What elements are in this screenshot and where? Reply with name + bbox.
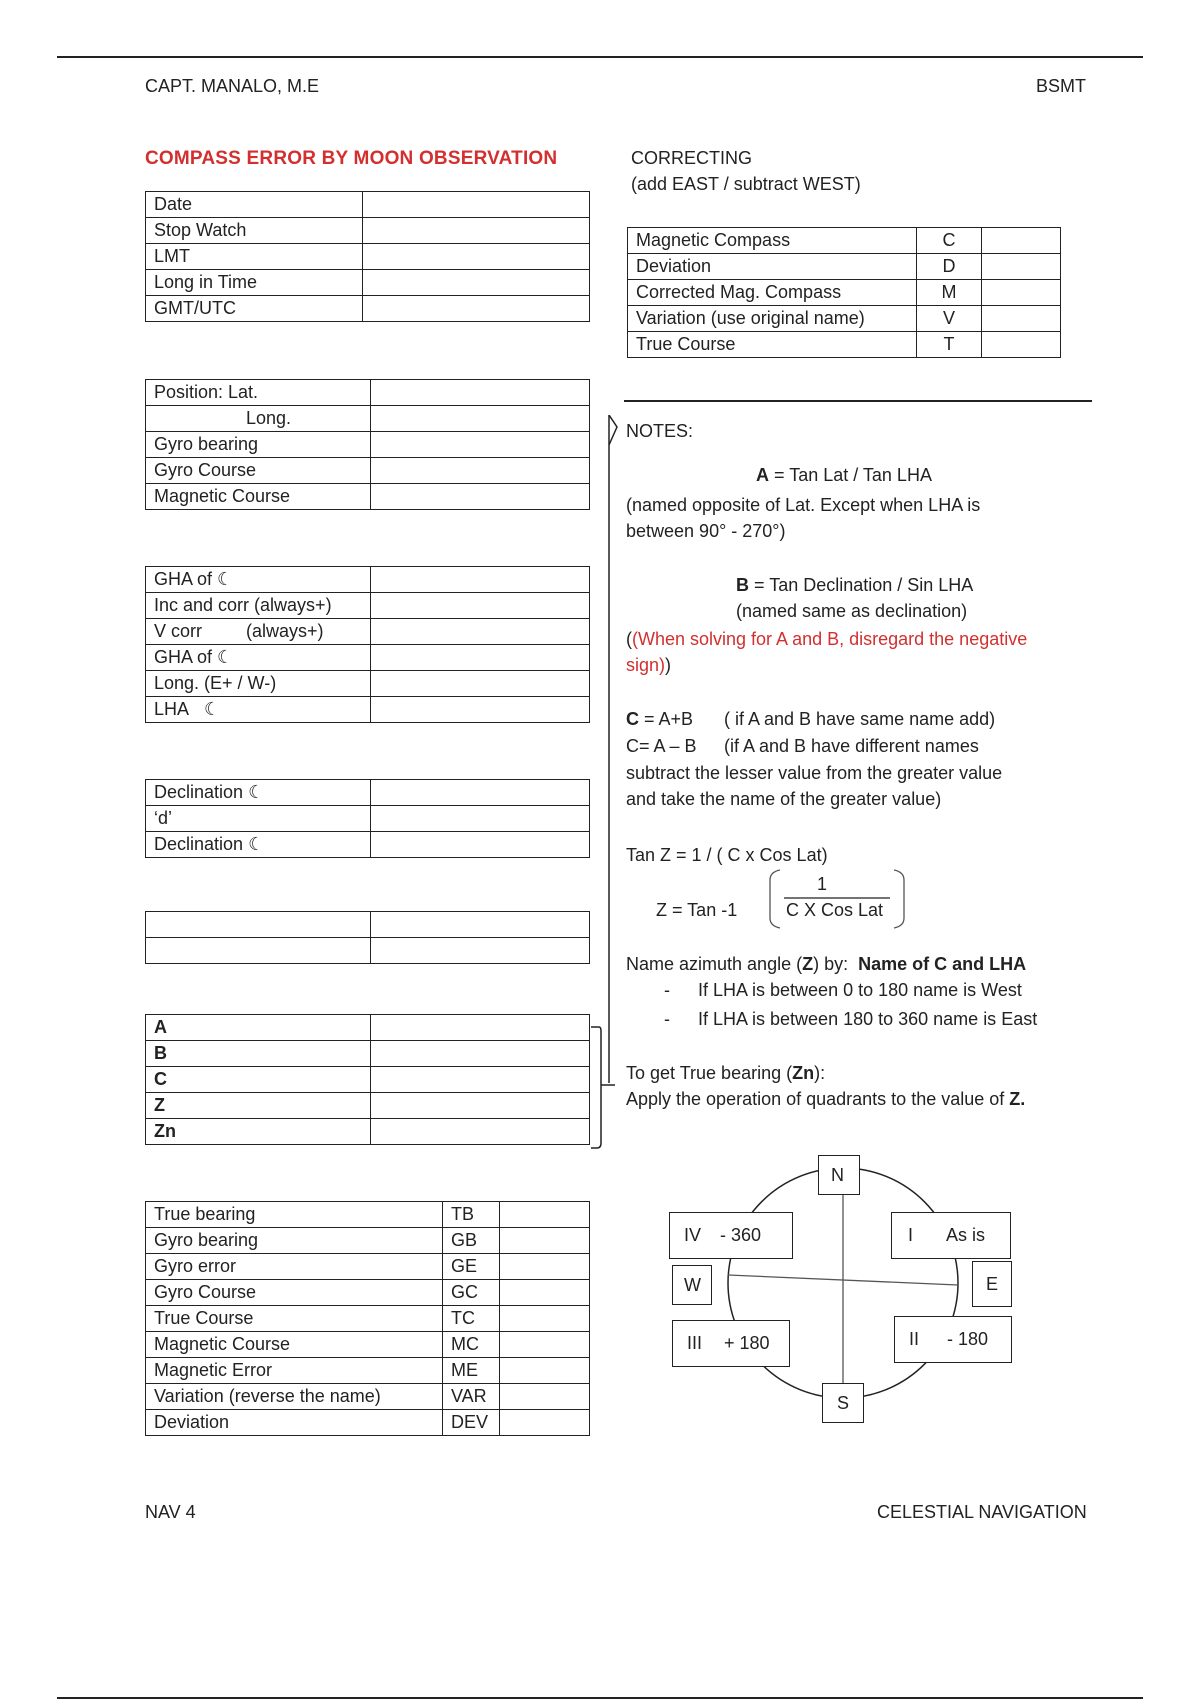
name-azimuth-rule: Name azimuth angle (Z) by: Name of C and LHA	[626, 954, 1027, 974]
page-title: COMPASS ERROR BY MOON OBSERVATION	[145, 148, 558, 169]
table-row	[146, 270, 590, 296]
header-author: CAPT. MANALO, M.E	[145, 76, 320, 96]
table-row	[146, 1280, 590, 1306]
row-label: Magnetic Course	[146, 1332, 443, 1358]
entry-field[interactable]	[146, 912, 371, 938]
row-code: MC	[443, 1332, 500, 1358]
row-label: Magnetic Compass	[628, 228, 917, 254]
top-rule	[57, 56, 1143, 58]
formula-c2-note: (if A and B have different names	[724, 736, 979, 756]
row-label: Magnetic Course	[146, 484, 371, 510]
row-label: True Course	[628, 332, 917, 358]
always-plus-note: (always+)	[246, 621, 324, 641]
z-equation: Z = Tan -1	[656, 900, 738, 920]
fraction-denominator: C X Cos Lat	[786, 900, 884, 920]
formula-a-note-2: between 90° - 270°)	[626, 521, 786, 541]
table-row	[146, 567, 590, 593]
entry-field[interactable]	[500, 1228, 590, 1254]
quadrant-iii: III + 180	[672, 1320, 790, 1367]
table-row	[146, 619, 590, 645]
table-row	[146, 938, 590, 964]
table-row	[146, 1067, 590, 1093]
moon-icon: ☾	[248, 834, 265, 854]
entry-field[interactable]	[982, 332, 1061, 358]
notes-separator	[624, 400, 1092, 402]
entry-field[interactable]	[371, 432, 590, 458]
row-label	[146, 406, 371, 432]
table-row	[146, 1093, 590, 1119]
row-label: True Course	[146, 1306, 443, 1332]
time-table	[145, 191, 590, 322]
row-label: Position: Lat.	[146, 380, 371, 406]
bullet-dash: -	[664, 1009, 670, 1029]
row-label: Gyro bearing	[146, 432, 371, 458]
row-label: Stop Watch	[146, 218, 363, 244]
quadrant-rule: Apply the operation of quadrants to the value of Z.	[626, 1089, 1026, 1109]
table-row	[628, 332, 1061, 358]
entry-field[interactable]	[371, 458, 590, 484]
table-row	[146, 1202, 590, 1228]
north-label: N	[818, 1155, 860, 1195]
bracket-connector	[585, 415, 625, 1155]
footer-course: NAV 4	[145, 1502, 196, 1522]
table-row	[146, 484, 590, 510]
blank-table	[145, 911, 590, 964]
entry-field[interactable]	[371, 1015, 590, 1041]
formula-a: A = Tan Lat / Tan LHA	[756, 465, 932, 485]
row-label: Long. (E+ / W-)	[146, 671, 371, 697]
row-label: Date	[146, 192, 363, 218]
row-label: Variation (use original name)	[628, 306, 917, 332]
table-row	[146, 1015, 590, 1041]
table-row	[146, 671, 590, 697]
table-row	[146, 912, 590, 938]
table-row	[146, 1306, 590, 1332]
row-label: Inc and corr (always+)	[146, 593, 371, 619]
table-row	[146, 593, 590, 619]
correcting-table	[627, 227, 1061, 358]
entry-field[interactable]	[982, 254, 1061, 280]
table-row	[146, 1228, 590, 1254]
formula-c1: C = A+B	[626, 709, 694, 729]
row-label: Gyro error	[146, 1254, 443, 1280]
table-row	[146, 244, 590, 270]
table-row	[146, 1384, 590, 1410]
correcting-title: CORRECTING	[631, 148, 752, 168]
table-row	[146, 1410, 590, 1436]
row-code: TC	[443, 1306, 500, 1332]
row-label: Declination ☾	[146, 780, 371, 806]
formula-a-note-1: (named opposite of Lat. Except when LHA is	[626, 495, 981, 515]
entry-field[interactable]	[371, 593, 590, 619]
formula-c-note-2: subtract the lesser value from the greater value	[626, 763, 1003, 783]
table-row	[628, 306, 1061, 332]
table-row	[628, 254, 1061, 280]
table-row	[146, 192, 590, 218]
declination-table	[145, 779, 590, 858]
table-row	[146, 645, 590, 671]
negative-sign-note-2: sign))	[626, 655, 672, 675]
row-label: Z	[146, 1093, 371, 1119]
row-label: LHA ☾	[146, 697, 371, 723]
entry-field[interactable]	[371, 619, 590, 645]
row-label: Deviation	[146, 1410, 443, 1436]
row-label: Gyro bearing	[146, 1228, 443, 1254]
west-label: W	[672, 1265, 712, 1305]
entry-field[interactable]	[500, 1202, 590, 1228]
row-label: Long in Time	[146, 270, 363, 296]
row-label: Gyro Course	[146, 1280, 443, 1306]
table-row	[146, 832, 590, 858]
entry-field[interactable]	[982, 280, 1061, 306]
east-label: E	[972, 1261, 1012, 1307]
tan-z-formula: Tan Z = 1 / ( C x Cos Lat)	[626, 845, 828, 865]
formula-c1-note: ( if A and B have same name add)	[724, 709, 996, 729]
row-code: V	[917, 306, 982, 332]
quadrant-i: I As is	[891, 1212, 1011, 1259]
table-row	[146, 1332, 590, 1358]
row-label: Declination ☾	[146, 832, 371, 858]
table-row	[146, 380, 590, 406]
moon-icon: ☾	[217, 569, 234, 589]
row-code: GB	[443, 1228, 500, 1254]
table-row	[146, 406, 590, 432]
quadrant-ii: II - 180	[894, 1316, 1012, 1363]
row-label: Corrected Mag. Compass	[628, 280, 917, 306]
abc-table	[145, 1014, 590, 1145]
row-code: M	[917, 280, 982, 306]
row-label	[146, 619, 371, 645]
formula-b: B = Tan Declination / Sin LHA	[736, 575, 974, 595]
row-label: ‘d’	[146, 806, 371, 832]
entry-field[interactable]	[982, 228, 1061, 254]
entry-field[interactable]	[371, 1093, 590, 1119]
v-corr-label: V corr	[154, 621, 203, 641]
row-code: GE	[443, 1254, 500, 1280]
entry-field[interactable]	[500, 1384, 590, 1410]
entry-field[interactable]	[363, 218, 590, 244]
entry-field[interactable]	[363, 244, 590, 270]
entry-field[interactable]	[371, 806, 590, 832]
table-row	[628, 280, 1061, 306]
entry-field[interactable]	[371, 938, 590, 964]
footer-subject: CELESTIAL NAVIGATION	[877, 1502, 1087, 1522]
bullet-west: If LHA is between 0 to 180 name is West	[698, 980, 1022, 1000]
bullet-dash: -	[664, 980, 670, 1000]
table-row	[146, 458, 590, 484]
entry-field[interactable]	[371, 832, 590, 858]
row-label: Gyro Course	[146, 458, 371, 484]
correcting-subtitle: (add EAST / subtract WEST)	[631, 174, 861, 194]
entry-field[interactable]	[371, 645, 590, 671]
errors-table	[145, 1201, 590, 1436]
table-row	[146, 1254, 590, 1280]
entry-field[interactable]	[500, 1280, 590, 1306]
formula-b-note: (named same as declination)	[736, 601, 968, 621]
entry-field[interactable]	[371, 912, 590, 938]
row-label: C	[146, 1067, 371, 1093]
row-label: B	[146, 1041, 371, 1067]
quadrant-iv: IV - 360	[669, 1212, 793, 1259]
row-label: LMT	[146, 244, 363, 270]
south-label: S	[822, 1383, 864, 1423]
moon-icon: ☾	[248, 782, 265, 802]
entry-field[interactable]	[371, 380, 590, 406]
row-label: Variation (reverse the name)	[146, 1384, 443, 1410]
table-row	[146, 432, 590, 458]
header-program: BSMT	[1036, 76, 1087, 96]
entry-field[interactable]	[371, 484, 590, 510]
notes-heading: NOTES:	[626, 421, 694, 441]
bottom-rule	[57, 1697, 1143, 1699]
row-code: ME	[443, 1358, 500, 1384]
moon-icon: ☾	[217, 647, 234, 667]
long-label: Long.	[246, 408, 292, 428]
entry-field[interactable]	[371, 780, 590, 806]
position-table	[145, 379, 590, 510]
entry-field[interactable]	[363, 296, 590, 322]
row-label: True bearing	[146, 1202, 443, 1228]
row-label: A	[146, 1015, 371, 1041]
row-code: D	[917, 254, 982, 280]
entry-field[interactable]	[500, 1410, 590, 1436]
fraction-numerator: 1	[817, 874, 828, 894]
entry-field[interactable]	[371, 1119, 590, 1145]
table-row	[146, 218, 590, 244]
gha-table	[145, 566, 590, 723]
entry-field[interactable]	[363, 192, 590, 218]
moon-icon: ☾	[204, 699, 221, 719]
entry-field[interactable]	[371, 567, 590, 593]
entry-field[interactable]	[363, 270, 590, 296]
row-code: DEV	[443, 1410, 500, 1436]
row-code: GC	[443, 1280, 500, 1306]
entry-field[interactable]	[982, 306, 1061, 332]
row-code: T	[917, 332, 982, 358]
entry-field[interactable]	[371, 406, 590, 432]
table-row	[146, 296, 590, 322]
entry-field[interactable]	[500, 1358, 590, 1384]
entry-field[interactable]	[146, 938, 371, 964]
table-row	[146, 780, 590, 806]
formula-c2: C= A – B	[626, 736, 697, 756]
row-label: Magnetic Error	[146, 1358, 443, 1384]
row-label: Deviation	[628, 254, 917, 280]
table-row	[146, 806, 590, 832]
entry-field[interactable]	[371, 671, 590, 697]
row-code: TB	[443, 1202, 500, 1228]
negative-sign-note: ((When solving for A and B, disregard the negative	[626, 629, 1028, 649]
table-row	[628, 228, 1061, 254]
row-label: GHA of ☾	[146, 567, 371, 593]
row-label: Zn	[146, 1119, 371, 1145]
entry-field[interactable]	[500, 1332, 590, 1358]
entry-field[interactable]	[371, 1041, 590, 1067]
entry-field[interactable]	[371, 697, 590, 723]
row-label: GHA of ☾	[146, 645, 371, 671]
true-bearing-rule: To get True bearing (Zn):	[626, 1063, 826, 1083]
entry-field[interactable]	[500, 1306, 590, 1332]
entry-field[interactable]	[371, 1067, 590, 1093]
row-code: C	[917, 228, 982, 254]
table-row	[146, 1041, 590, 1067]
bullet-east: If LHA is between 180 to 360 name is East	[698, 1009, 1038, 1029]
entry-field[interactable]	[500, 1254, 590, 1280]
table-row	[146, 1119, 590, 1145]
formula-c-note-3: and take the name of the greater value)	[626, 789, 942, 809]
row-code: VAR	[443, 1384, 500, 1410]
table-row	[146, 1358, 590, 1384]
row-label: GMT/UTC	[146, 296, 363, 322]
table-row	[146, 697, 590, 723]
